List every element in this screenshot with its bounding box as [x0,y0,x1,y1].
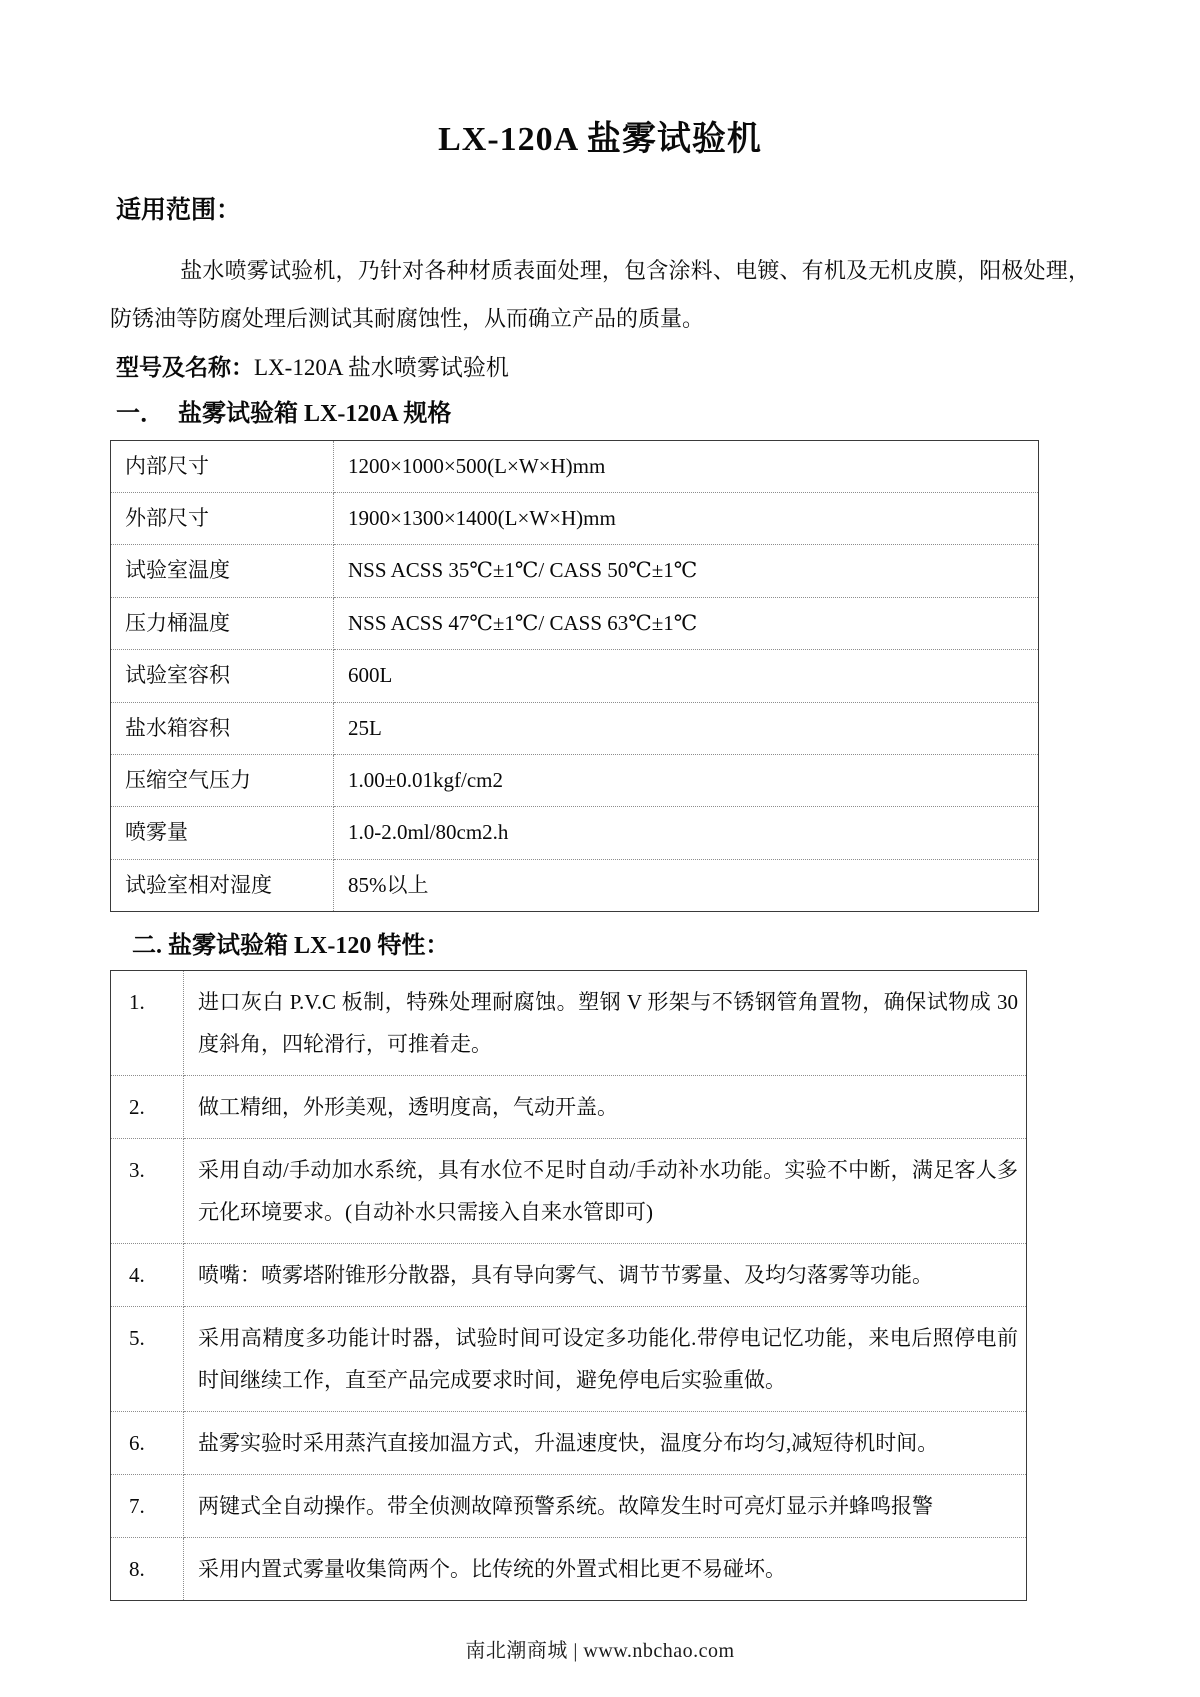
feature-number: 2. [111,1075,184,1138]
model-and-name-line [116,352,1090,384]
feature-text: 盐雾实验时采用蒸汽直接加温方式，升温速度快，温度分布均匀,减短待机时间。 [184,1411,1027,1474]
spec-value: 1900×1300×1400(L×W×H)mm [334,493,1039,545]
table-row [111,1075,1027,1138]
table-row [111,970,1027,1075]
section-1-number: 一． [116,401,164,428]
scope-heading: 适用范围： [116,196,242,224]
feature-text: 两键式全自动操作。带全侦测故障预警系统。故障发生时可亮灯显示并蜂鸣报警 [184,1474,1027,1537]
spec-key: 试验室相对湿度 [111,859,334,911]
spec-key: 试验室容积 [111,650,334,702]
table-row [111,1243,1027,1306]
section-2-heading: 二. 盐雾试验箱 LX-120 特性： [132,933,450,960]
table-row [111,1537,1027,1600]
table-row [111,807,1039,859]
spec-key: 外部尺寸 [111,493,334,545]
feature-text: 采用自动/手动加水系统，具有水位不足时自动/手动补水功能。实验不中断，满足客人多元化环境要求。(自动补水只需接入自来水管即可) [184,1138,1027,1243]
feature-text: 喷嘴：喷雾塔附锥形分散器，具有导向雾气、调节节雾量、及均匀落雾等功能。 [184,1243,1027,1306]
feature-text: 采用内置式雾量收集筒两个。比传统的外置式相比更不易碰坏。 [184,1537,1027,1600]
feature-number: 5. [111,1306,184,1411]
spec-value: NSS ACSS 35℃±1℃/ CASS 50℃±1℃ [334,545,1039,597]
table-row [111,1306,1027,1411]
feature-text: 进口灰白 P.V.C 板制，特殊处理耐腐蚀。塑钢 V 形架与不锈钢管角置物，确保试物成 30 度斜角，四轮滑行，可推着走。 [184,970,1027,1075]
table-row [111,597,1039,649]
spec-key: 盐水箱容积 [111,702,334,754]
model-value: LX-120A 盐水喷雾试验机 [254,354,509,380]
table-row [111,545,1039,597]
spec-value: 1.0-2.0ml/80cm2.h [334,807,1039,859]
table-row [111,702,1039,754]
table-row [111,493,1039,545]
feature-number: 3. [111,1138,184,1243]
specification-table [110,440,1039,913]
spec-key: 压力桶温度 [111,597,334,649]
spec-key: 内部尺寸 [111,440,334,492]
spec-key: 压缩空气压力 [111,755,334,807]
section-1-heading [116,398,1090,432]
feature-number: 7. [111,1474,184,1537]
page-title: LX-120A 盐雾试验机 [438,121,762,158]
table-row [111,1138,1027,1243]
feature-number: 6. [111,1411,184,1474]
model-label: 型号及名称： [116,354,254,380]
table-row [111,859,1039,911]
spec-value: NSS ACSS 47℃±1℃/ CASS 63℃±1℃ [334,597,1039,649]
spec-key: 试验室温度 [111,545,334,597]
spec-value: 25L [334,702,1039,754]
scope-paragraph-text: 盐水喷雾试验机，乃针对各种材质表面处理，包含涂料、电镀、有机及无机皮膜，阳极处理，防锈油等防腐处理后测试其耐腐蚀性，从而确立产品的质量。 [110,258,1090,331]
table-row [111,755,1039,807]
feature-number: 4. [111,1243,184,1306]
table-row [111,1474,1027,1537]
feature-text: 做工精细，外形美观，透明度高，气动开盖。 [184,1075,1027,1138]
spec-value: 1.00±0.01kgf/cm2 [334,755,1039,807]
table-row [111,650,1039,702]
feature-number: 8. [111,1537,184,1600]
spec-value: 1200×1000×500(L×W×H)mm [334,440,1039,492]
page-footer: 南北潮商城 | www.nbchao.com [465,1640,735,1662]
spec-value: 85%以上 [334,859,1039,911]
feature-number: 1. [111,970,184,1075]
section-1-title: 盐雾试验箱 LX-120A 规格 [178,401,452,428]
features-table [110,970,1027,1601]
spec-key: 喷雾量 [111,807,334,859]
spec-value: 600L [334,650,1039,702]
scope-paragraph [110,247,1090,342]
feature-text: 采用高精度多功能计时器，试验时间可设定多功能化.带停电记忆功能，来电后照停电前时间继续工作，直至产品完成要求时间，避免停电后实验重做。 [184,1306,1027,1411]
table-row [111,1411,1027,1474]
table-row [111,440,1039,492]
